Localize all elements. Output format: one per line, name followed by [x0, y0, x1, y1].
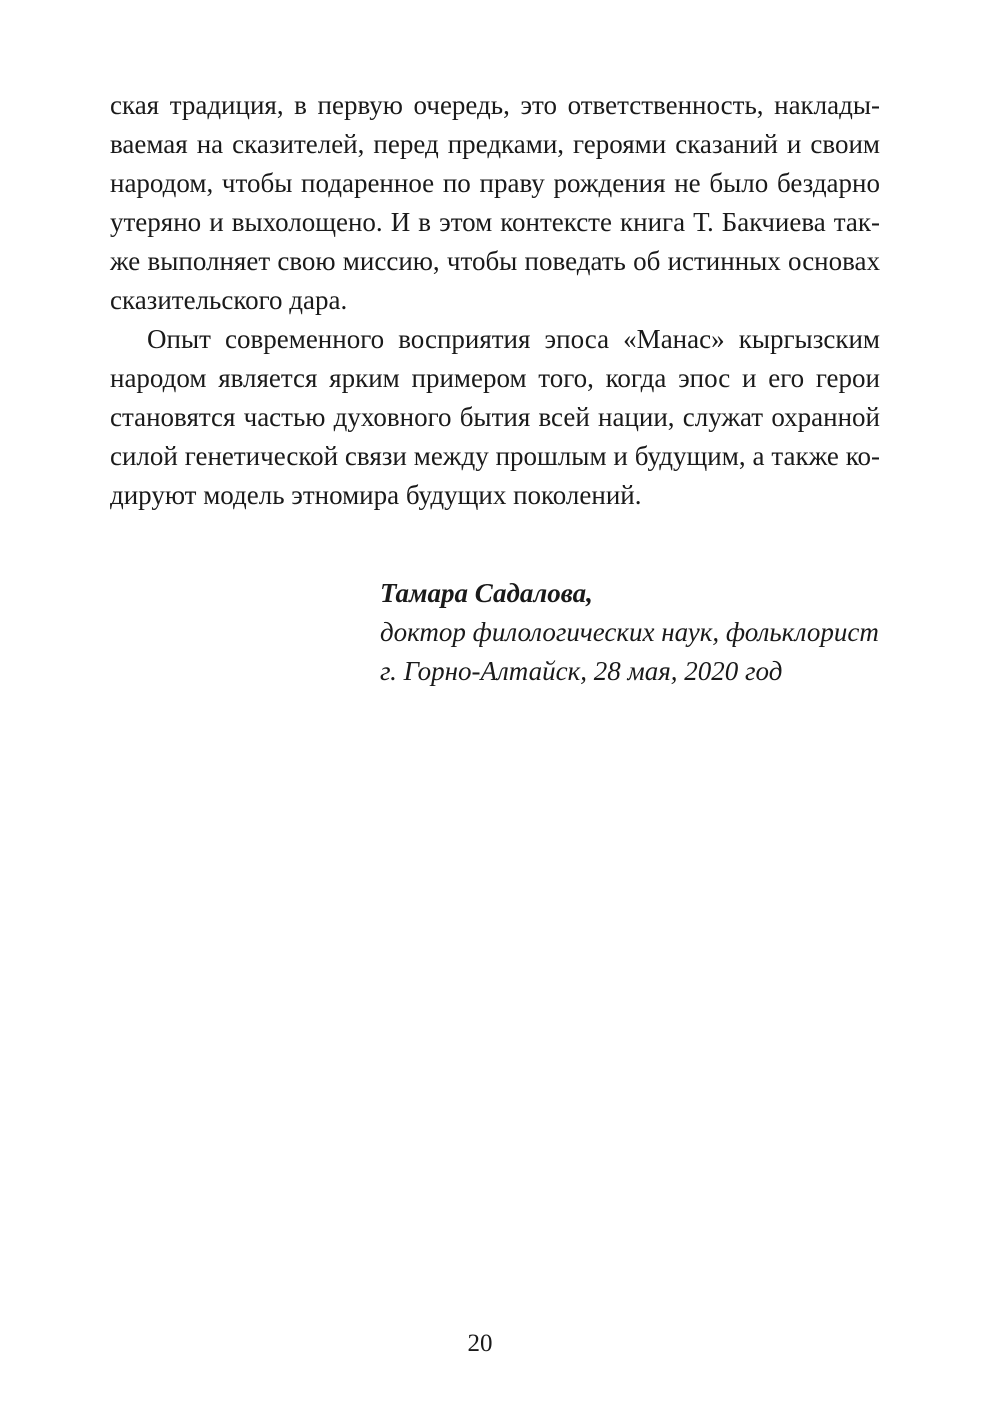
paragraph-2-line-3: становятся частью духовного бытия всей нации, служат охранной — [110, 402, 880, 432]
paragraph-1-line-5: же выполняет свою миссию, чтобы поведать об истинных основах — [110, 246, 880, 276]
paragraph-1-line-6: сказительского дара. — [110, 285, 348, 315]
paragraph-2-line-2: народом является ярким примером того, когда эпос и его герои — [110, 363, 880, 393]
paragraph-1-line-3: народом, чтобы подаренное по праву рождения не было бездарно — [110, 168, 880, 198]
paragraph-2-line-4: силой генетической связи между прошлым и будущим, а также ко- — [110, 441, 880, 471]
paragraph-1-line-2: ваемая на сказителей, перед предками, героями сказаний и своим — [110, 129, 880, 159]
paragraph-1-line-4: утеряно и выхолощено. И в этом контексте книга Т. Бакчиева так- — [110, 207, 880, 237]
paragraph-1-line-1: ская традиция, в первую очередь, это ответственность, наклады- — [110, 90, 880, 120]
page-number: 20 — [467, 1330, 493, 1357]
paragraph-2-line-1: Опыт современного восприятия эпоса «Манас» кыргызским — [147, 324, 880, 354]
signature-place-date: г. Горно-Алтайск, 28 мая, 2020 год — [380, 656, 783, 686]
signature-title: доктор филологических наук, фольклорист — [380, 617, 879, 647]
signature-name: Тамара Садалова, — [380, 578, 593, 608]
paragraph-2-line-5: дируют модель этномира будущих поколений. — [110, 480, 642, 510]
